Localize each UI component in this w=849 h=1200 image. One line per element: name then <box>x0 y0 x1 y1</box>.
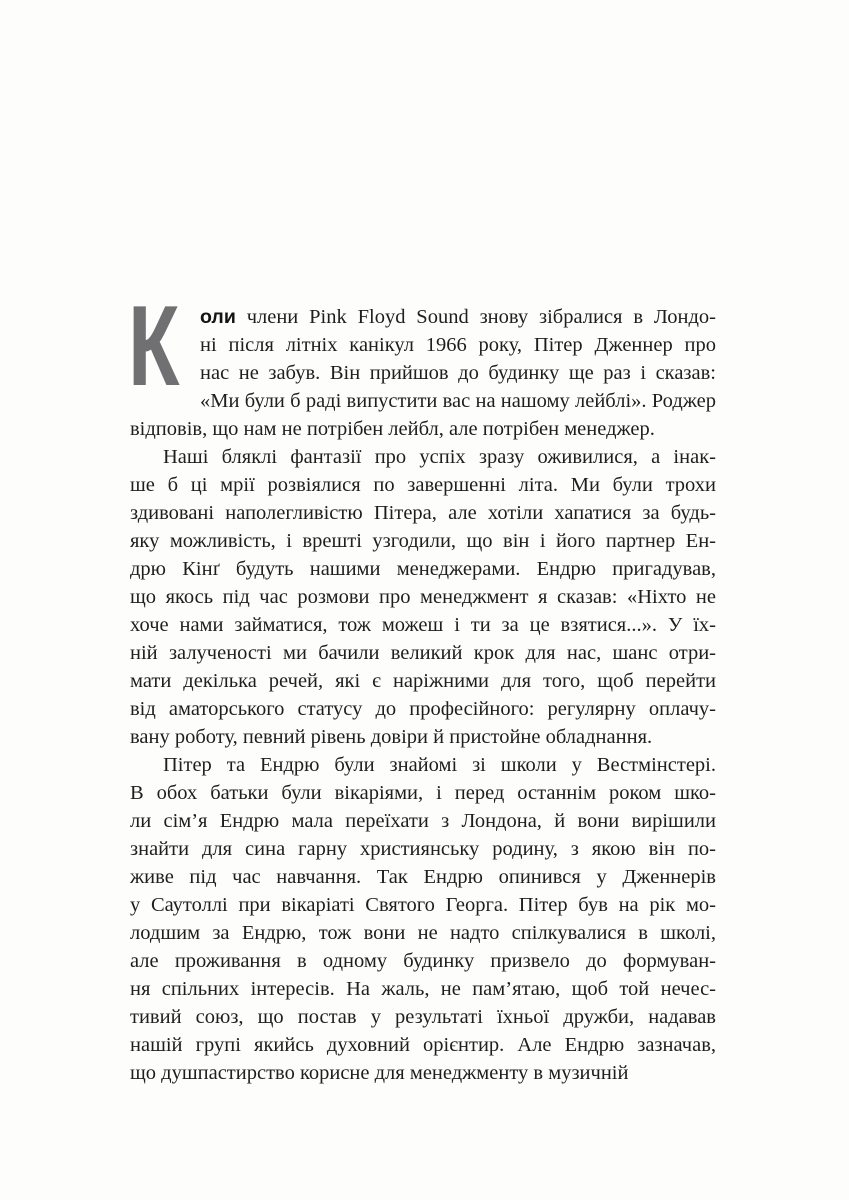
text-line: що душпастирство корисне для менеджменту в музичній <box>130 1062 629 1084</box>
text-line: ній залученості ми бачили великий крок для нас, шанс отри- <box>130 642 716 664</box>
text-line-rest: члени Pink Floyd Sound знову зібралися в Лондо- <box>246 306 716 328</box>
text-line: у Саутоллі при вікаріаті Святого Георга. Пітер був на рік мо- <box>130 894 716 916</box>
text-line: нашій групі якийсь духовний орієнтир. Але Ендрю зазначав, <box>130 1034 716 1056</box>
text-line: В обох батьки були вікаріями, і перед останнім роком шко- <box>130 782 716 804</box>
paragraph-1 <box>128 283 716 443</box>
text-line: відповів, що нам не потрібен лейбл, але потрібен менеджер. <box>130 418 655 440</box>
text-line: Наші бляклі фантазії про успіх зразу оживилися, а інак- <box>163 446 716 468</box>
text-line: ли сім’я Ендрю мала переїхати з Лондона, й вони вирішили <box>130 810 716 832</box>
text-line: лодшим за Ендрю, тож вони не надто спілкувалися в школі, <box>130 922 716 944</box>
text-line: ня спільних інтересів. На жаль, не пам’ятаю, щоб той нечес- <box>130 978 716 1000</box>
text-line: здивовані наполегливістю Пітера, але хотіли хапатися за будь- <box>130 502 716 524</box>
text-line: але проживання в одному будинку призвело до формуван- <box>130 950 716 972</box>
dropcap-glyph: К <box>128 283 180 410</box>
text-line: вану роботу, певний рівень довіри й пристойне обладнання. <box>130 726 653 748</box>
text-line: дрю Кінґ будуть нашими менеджерами. Ендрю пригадував, <box>130 558 716 580</box>
text-line: тивий союз, що постав у результаті їхньої дружби, надавав <box>130 1006 716 1028</box>
text-line: мати декілька речей, які є наріжними для того, щоб перейти <box>130 670 716 692</box>
text-line: «Ми були б раді випустити вас на нашому лейблі». Роджер <box>200 390 716 412</box>
text-line: що якось під час розмови про менеджмент я сказав: «Ніхто не <box>130 586 716 608</box>
text-line: яку можливість, і врешті узгодили, що він і його партнер Ен- <box>130 530 716 552</box>
text-line: живе під час навчання. Так Ендрю опинився у Дженнерів <box>130 866 716 888</box>
lead-bold-text: оли <box>200 306 236 328</box>
text-line: нас не забув. Він прийшов до будинку ще раз і сказав: <box>200 362 716 384</box>
text-line: Пітер та Ендрю були знайомі зі школи у Вестмінстері. <box>163 754 716 776</box>
text-line: від аматорського статусу до професійного: регулярну оплачу- <box>130 698 716 720</box>
text-line: хоче нами займатися, тож можеш і ти за це взятися...». У їх- <box>130 614 716 636</box>
body-text <box>128 283 716 1087</box>
paragraph-3 <box>130 751 716 1087</box>
text-line: ше б ці мрії розвіялися по завершенні літа. Ми були трохи <box>130 474 716 496</box>
text-line <box>130 303 716 331</box>
text-line: ні після літніх канікул 1966 року, Пітер Дженнер про <box>200 334 716 356</box>
text-line: знайти для сина гарну християнську родину, з якою він по- <box>130 838 716 860</box>
paragraph-2 <box>130 443 716 751</box>
dropcap-letter <box>128 283 187 410</box>
